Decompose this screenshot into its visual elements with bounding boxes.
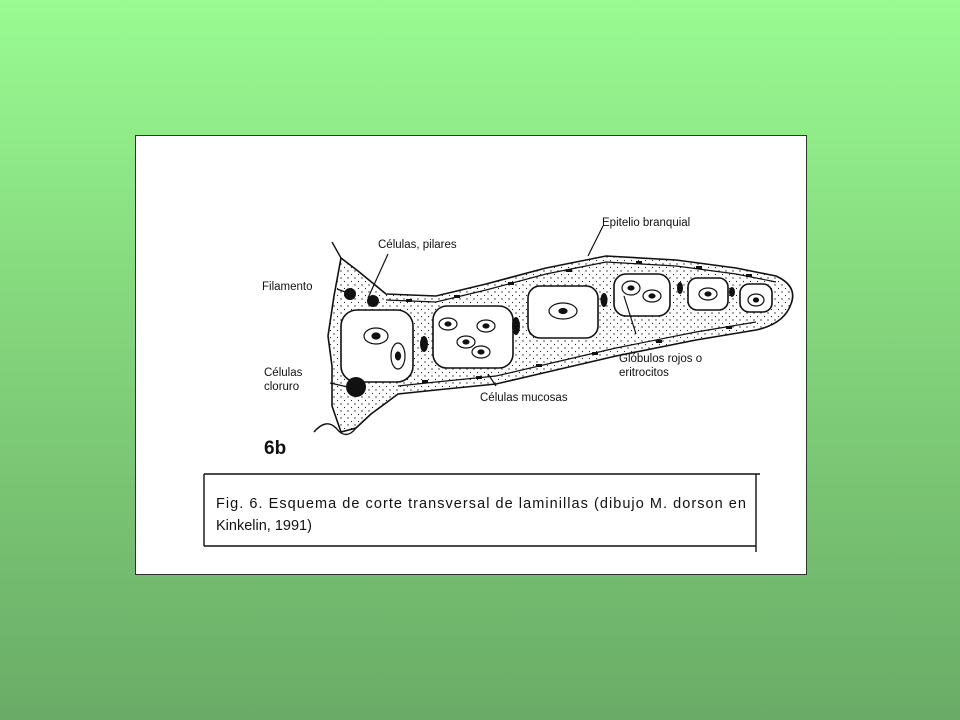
label-globulos-2: eritrocitos (619, 367, 669, 379)
caption-line-1: Fig. 6. Esquema de corte transversal de laminillas (dibujo M. dorson en (216, 496, 746, 512)
label-filamento: Filamento (262, 281, 313, 293)
gill-lamella-diagram (136, 136, 808, 576)
caption-box (204, 474, 760, 552)
caption-line-2: Kinkelin, 1991) (216, 518, 312, 534)
label-celulas-cloruro-2: cloruro (264, 381, 300, 393)
label-celulas-mucosas: Células mucosas (480, 392, 568, 404)
label-globulos-1: Glóbulos rojos o (619, 353, 703, 365)
filament-top-line (332, 242, 341, 258)
blood-space (614, 274, 670, 316)
chloride-cell-nucleus (346, 377, 366, 397)
label-celulas-cloruro-1: Células (264, 367, 303, 379)
filament-cell-nucleus (344, 288, 356, 300)
label-epitelio-branquial: Epitelio branquial (602, 217, 691, 229)
blood-space (433, 306, 513, 368)
label-celulas-pilares: Células, pilares (378, 239, 457, 251)
slide-image-frame (135, 135, 807, 575)
figure-id-label: 6b (264, 438, 287, 459)
